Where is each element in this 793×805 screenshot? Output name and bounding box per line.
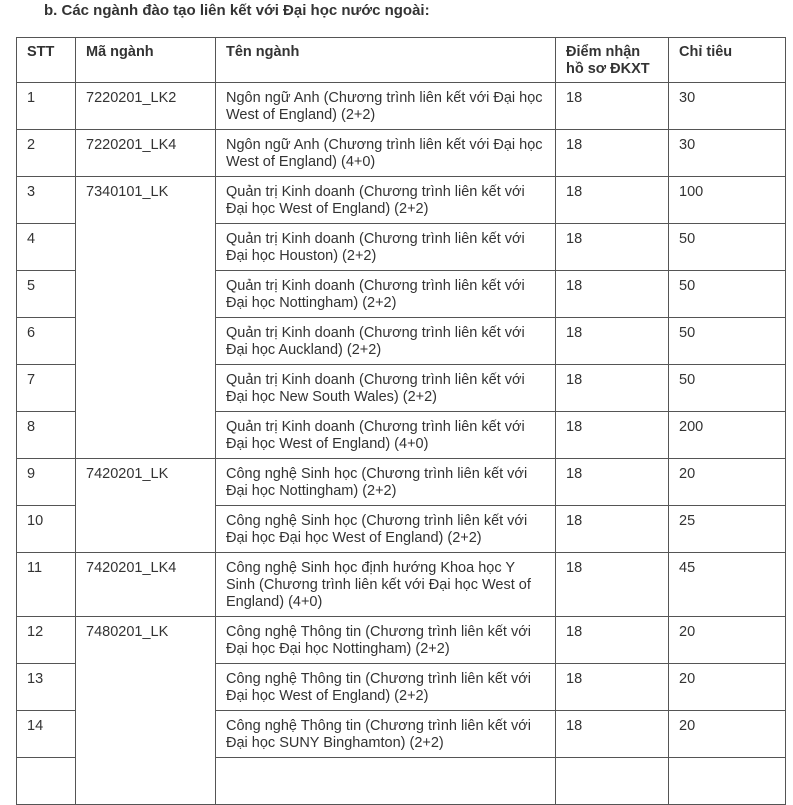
cell-code: 7480201_LK [76, 617, 216, 805]
cell-stt: 2 [17, 130, 76, 177]
cell-stt: 5 [17, 271, 76, 318]
cell-program-name: Quản trị Kinh doanh (Chương trình liên kết với Đại học Auckland) (2+2) [216, 318, 556, 365]
cell-quota: 30 [669, 83, 786, 130]
cell-min-score: 18 [556, 130, 669, 177]
section-heading: b. Các ngành đào tạo liên kết với Đại học nước ngoài: [44, 2, 430, 19]
cell-quota: 50 [669, 224, 786, 271]
cell-min-score: 18 [556, 83, 669, 130]
cell-quota: 50 [669, 271, 786, 318]
header-quota: Chỉ tiêu [669, 38, 786, 83]
cell-program-name: Công nghệ Sinh học (Chương trình liên kết với Đại học Nottingham) (2+2) [216, 459, 556, 506]
cell-stt: 3 [17, 177, 76, 224]
cell-stt: 11 [17, 553, 76, 617]
header-code: Mã ngành [76, 38, 216, 83]
cell-quota: 45 [669, 553, 786, 617]
table-row [17, 177, 786, 224]
cell-quota: 50 [669, 318, 786, 365]
cell-min-score: 18 [556, 553, 669, 617]
cell-program-name: Công nghệ Thông tin (Chương trình liên kết với Đại học West of England) (2+2) [216, 664, 556, 711]
cell-stt: 13 [17, 664, 76, 711]
table-row [17, 83, 786, 130]
header-min-score: Điểm nhận hồ sơ ĐKXT [556, 38, 669, 83]
cell-quota: 20 [669, 617, 786, 664]
cell-min-score: 18 [556, 365, 669, 412]
table-row [17, 459, 786, 506]
cell-stt: 12 [17, 617, 76, 664]
cell-code: 7220201_LK2 [76, 83, 216, 130]
cell-min-score: 18 [556, 664, 669, 711]
header-stt: STT [17, 38, 76, 83]
cell-min-score: 18 [556, 318, 669, 365]
cell-min-score: 18 [556, 711, 669, 758]
cell-program-name: Công nghệ Thông tin (Chương trình liên kết với Đại học Đại học Nottingham) (2+2) [216, 617, 556, 664]
cell-quota: 100 [669, 177, 786, 224]
cell-code: 7340101_LK [76, 177, 216, 459]
cell-min-score: 18 [556, 224, 669, 271]
table-row [17, 553, 786, 617]
cell-program-name: Quản trị Kinh doanh (Chương trình liên kết với Đại học Nottingham) (2+2) [216, 271, 556, 318]
cell-stt: 4 [17, 224, 76, 271]
cell-program-name: Công nghệ Sinh học định hướng Khoa học Y Sinh (Chương trình liên kết với Đại học West of England) (4+0) [216, 553, 556, 617]
table-header-row [17, 38, 786, 83]
header-program-name: Tên ngành [216, 38, 556, 83]
cell-stt: 7 [17, 365, 76, 412]
cell-min-score: 18 [556, 412, 669, 459]
cell-quota: 200 [669, 412, 786, 459]
cell-min-score: 18 [556, 271, 669, 318]
cell-stt: 8 [17, 412, 76, 459]
cell-quota: 30 [669, 130, 786, 177]
cell-code: 7220201_LK4 [76, 130, 216, 177]
cell-quota: 20 [669, 711, 786, 758]
programs-table [16, 37, 786, 805]
cell-quota: 20 [669, 459, 786, 506]
cell-min-score: 18 [556, 617, 669, 664]
cell-min-score: 18 [556, 506, 669, 553]
cell-program-name: Quản trị Kinh doanh (Chương trình liên kết với Đại học West of England) (2+2) [216, 177, 556, 224]
table-row [17, 130, 786, 177]
cell-program-name: Quản trị Kinh doanh (Chương trình liên kết với Đại học Houston) (2+2) [216, 224, 556, 271]
cell-program-name: Ngôn ngữ Anh (Chương trình liên kết với Đại học West of England) (2+2) [216, 83, 556, 130]
cell-quota: 50 [669, 365, 786, 412]
cell-code: 7420201_LK [76, 459, 216, 553]
cell-stt: 6 [17, 318, 76, 365]
cell-quota: 25 [669, 506, 786, 553]
cell-program-name: Quản trị Kinh doanh (Chương trình liên kết với Đại học New South Wales) (2+2) [216, 365, 556, 412]
cell-program-name: Công nghệ Thông tin (Chương trình liên kết với Đại học SUNY Binghamton) (2+2) [216, 711, 556, 758]
cell-quota: 20 [669, 664, 786, 711]
table-row [17, 617, 786, 664]
cell-program-name: Ngôn ngữ Anh (Chương trình liên kết với Đại học West of England) (4+0) [216, 130, 556, 177]
cell-stt: 14 [17, 711, 76, 758]
cell-min-score: 18 [556, 459, 669, 506]
cell-program-name: Công nghệ Sinh học (Chương trình liên kết với Đại học Đại học West of England) (2+2) [216, 506, 556, 553]
cell-stt: 9 [17, 459, 76, 506]
cell-code: 7420201_LK4 [76, 553, 216, 617]
cell-stt: 10 [17, 506, 76, 553]
cell-min-score: 18 [556, 177, 669, 224]
cell-stt: 1 [17, 83, 76, 130]
cell-program-name: Quản trị Kinh doanh (Chương trình liên kết với Đại học West of England) (4+0) [216, 412, 556, 459]
